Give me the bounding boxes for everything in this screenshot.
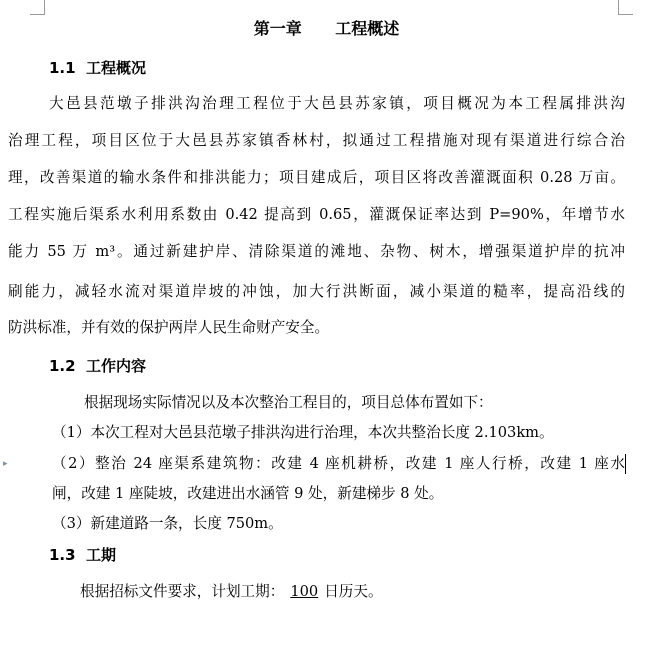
section-heading-1-1: 1.1 工程概况 [49, 59, 147, 77]
paragraph-line: 工程实施后渠系水利用系数由 0.42 提高到 0.65，灌溉保证率达到 P=90%，年增节水 [8, 206, 625, 223]
section-heading-1-3: 1.3 工期 [49, 546, 117, 564]
section-heading-1-2: 1.2 工作内容 [49, 357, 147, 375]
margin-marker-icon: ▸ [3, 459, 8, 469]
paragraph-line: 刷能力，减轻水流对渠道岸坡的冲蚀，加大行洪断面，减小渠道的糙率，提高沿线的 [8, 283, 625, 300]
paragraph-line: 大邑县范墩子排洪沟治理工程位于大邑县苏家镇，项目概况为本工程属排洪沟 [49, 95, 625, 112]
crop-mark-top-right [618, 0, 633, 15]
list-item-1: （1）本次工程对大邑县范墩子排洪沟进行治理，本次共整治长度 2.103km。 [52, 424, 554, 441]
paragraph-line: 理，改善渠道的输水条件和排洪能力；项目建成后，项目区将改善灌溉面积 0.28 万亩。 [8, 169, 625, 186]
text-cursor [625, 454, 626, 474]
crop-mark-top-left [30, 0, 45, 15]
list-item-2-continued: 闸，改建 1 座陡坡，改建进出水涵管 9 处，新建梯步 8 处。 [52, 485, 444, 502]
schedule-text-before: 根据招标文件要求，计划工期： [80, 583, 285, 600]
list-item-2: （2）整治 24 座渠系建筑物：改建 4 座机耕桥，改建 1 座人行桥，改建 1 座水 [52, 455, 625, 472]
schedule-text-after: 日历天。 [324, 583, 383, 600]
schedule-line [80, 582, 383, 602]
schedule-days: 100 [290, 583, 319, 600]
list-item-3: （3）新建道路一条，长度 750m。 [52, 515, 283, 532]
section-intro: 根据现场实际情况以及本次整治工程目的，项目总体布置如下： [84, 394, 493, 411]
paragraph-line: 能力 55 万 m³。通过新建护岸、清除渠道的滩地、杂物、树木，增强渠道护岸的抗冲 [8, 243, 625, 260]
chapter-title: 第一章 工程概述 [253, 19, 400, 38]
paragraph-line: 防洪标准，并有效的保护两岸人民生命财产安全。 [8, 319, 330, 336]
paragraph-line: 治理工程，项目区位于大邑县苏家镇香林村，拟通过工程措施对现有渠道进行综合治 [8, 132, 625, 149]
